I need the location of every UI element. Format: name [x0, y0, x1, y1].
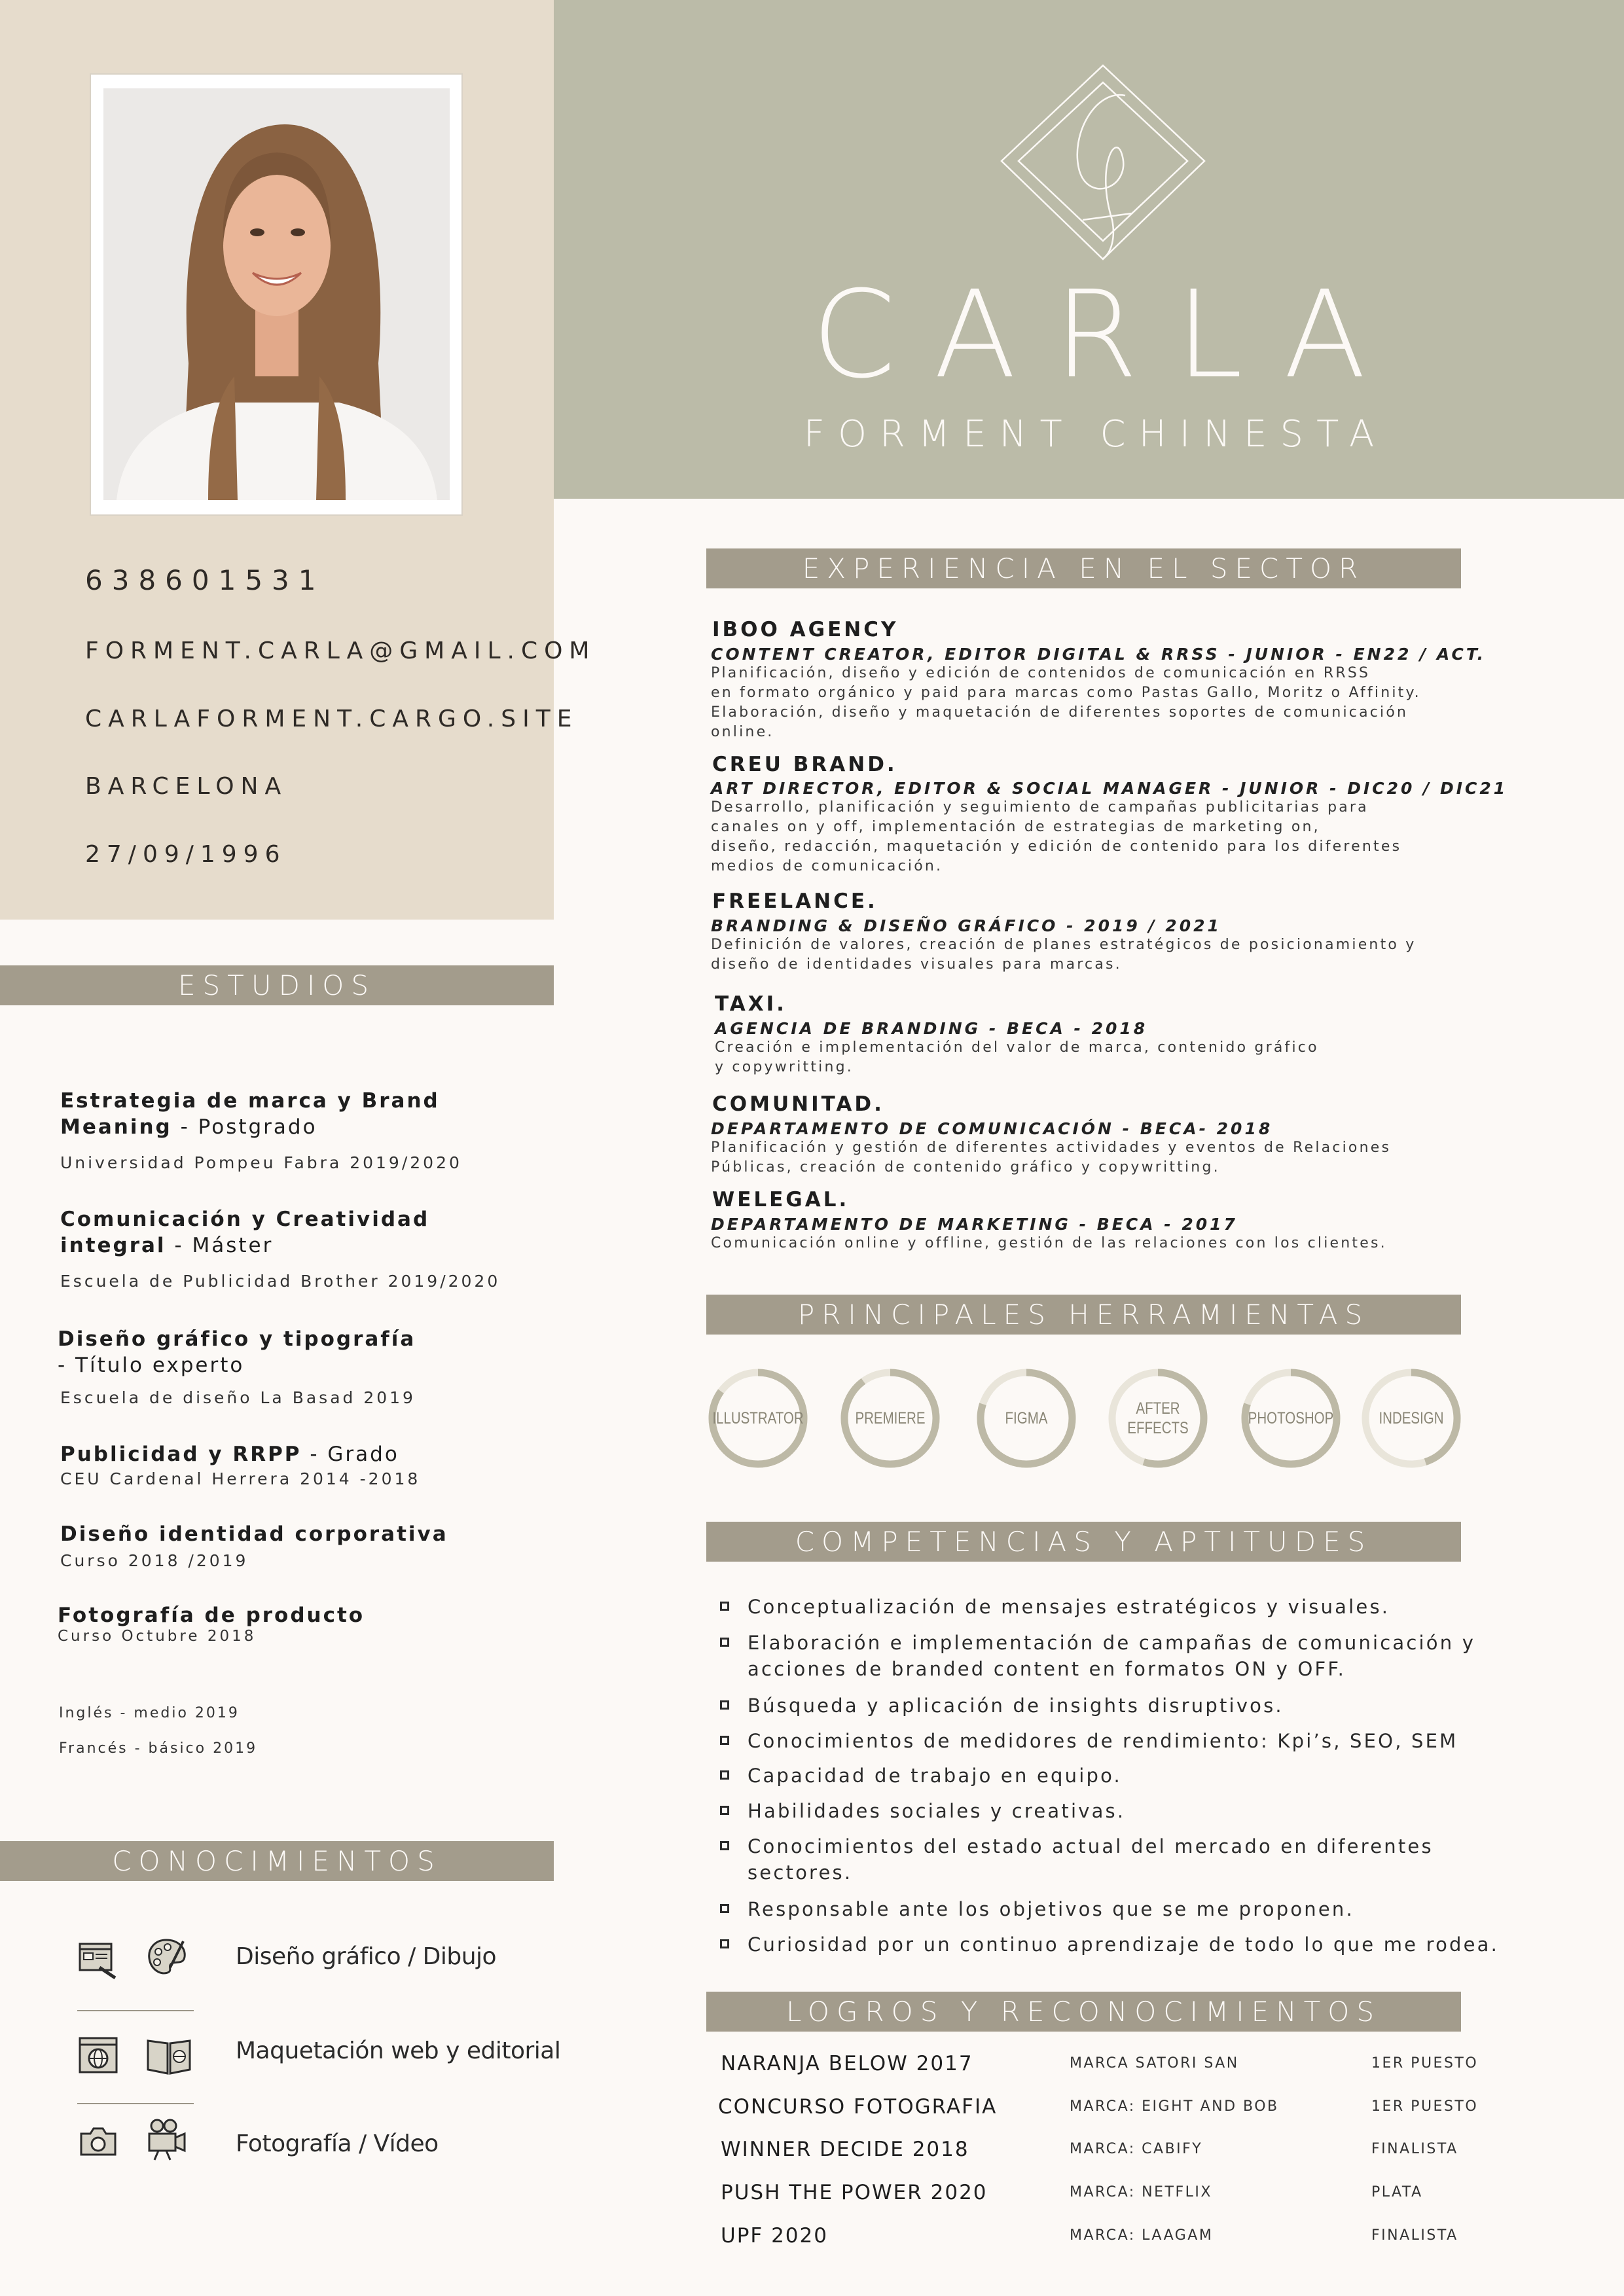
contact-phone: 638601531 [85, 564, 325, 596]
study-title: Diseño identidad corporativa [60, 1522, 448, 1546]
achievement-brand: MARCA: NETFLIX [1070, 2184, 1212, 2200]
study-title: Comunicación y Creatividad integral - Máster [60, 1208, 430, 1257]
divider [77, 2103, 194, 2104]
study-title: Publicidad y RRPP - Grado [60, 1443, 399, 1466]
knowledge-label: Maquetación web y editorial [236, 2037, 561, 2064]
tool-name: AFTER EFFECTS [1127, 1399, 1189, 1437]
job-role: CONTENT CREATOR, EDITOR DIGITAL & RRSS - JUNIOR - EN22 / ACT. [711, 645, 1487, 664]
achievement-brand: MARCA: EIGHT AND BOB [1070, 2098, 1279, 2115]
achievement-result: FINALISTA [1371, 2141, 1458, 2157]
tool-name: PREMIERE [855, 1409, 926, 1427]
bullet-box-icon [720, 1806, 729, 1815]
job-role: AGENCIA DE BRANDING - BECA - 2018 [715, 1019, 1148, 1038]
achievement-result: FINALISTA [1371, 2227, 1458, 2244]
tool-skill-ring [838, 1366, 943, 1471]
section-header-experience: EXPERIENCIA EN EL SECTOR [706, 548, 1461, 588]
bullet-box-icon [720, 1602, 729, 1611]
study-school: CEU Cardenal Herrera 2014 -2018 [60, 1469, 421, 1488]
tool-name: INDESIGN [1379, 1409, 1444, 1427]
section-header-studies: ESTUDIOS [0, 965, 554, 1005]
study-school: Curso Octubre 2018 [58, 1628, 257, 1645]
knowledge-label: Fotografía / Vídeo [236, 2130, 439, 2157]
portrait-illustration [103, 88, 450, 500]
tool-name: ILLUSTRATOR [712, 1409, 804, 1427]
job-company: IBOO AGENCY [712, 618, 899, 641]
job-company: CREU BRAND. [712, 753, 897, 776]
study-title: Diseño gráfico y tipografía - Título experto [58, 1327, 416, 1377]
job-description: Definición de valores, creación de planes estratégicos de posicionamiento y diseño de identidades visuales para marcas. [711, 937, 1416, 973]
skill-item: Elaboración e implementación de campañas de comunicación y acciones de branded content en formatos ON y OFF. [721, 1630, 1475, 1682]
tool-skill-ring [1106, 1366, 1210, 1471]
skill-item: Conceptualización de mensajes estratégicos y visuales. [721, 1594, 1390, 1620]
job-description: Planificación y gestión de diferentes actividades y eventos de Relaciones Públicas, creación de contenido gráfico y copywritting. [711, 1139, 1392, 1175]
achievement-name: WINNER DECIDE 2018 [721, 2138, 969, 2161]
achievement-brand: MARCA SATORI SAN [1070, 2055, 1239, 2072]
monogram-logo [998, 63, 1208, 267]
bullet-box-icon [720, 1700, 729, 1710]
skill-item: Curiosidad por un continuo aprendizaje de todo lo que me rodea. [721, 1931, 1499, 1958]
bullet-box-icon [720, 1904, 729, 1913]
job-role: BRANDING & DISEÑO GRÁFICO - 2019 / 2021 [711, 916, 1221, 935]
study-school: Escuela de diseño La Basad 2019 [60, 1388, 416, 1407]
job-company: WELEGAL. [712, 1188, 850, 1211]
job-description: Desarrollo, planificación y seguimiento de campañas publicitarias para canales on y off, implementación de estrategias de marketing on, diseño, redacción, maquetación y edición de contenido para los diferentes medios de comunicación. [711, 799, 1402, 874]
bullet-box-icon [720, 1736, 729, 1745]
achievement-name: UPF 2020 [721, 2224, 828, 2248]
profile-photo-frame [90, 73, 463, 516]
job-company: TAXI. [715, 992, 787, 1016]
language-item: Francés - básico 2019 [59, 1740, 258, 1757]
tool-skill-ring [706, 1366, 810, 1471]
contact-website: CARLAFORMENT.CARGO.SITE [85, 706, 579, 732]
job-role: DEPARTAMENTO DE COMUNICACIÓN - BECA- 2018 [711, 1119, 1273, 1138]
tool-skill-ring [1238, 1366, 1343, 1471]
tool-name: PHOTOSHOP [1248, 1409, 1334, 1427]
knowledge-label: Diseño gráfico / Dibujo [236, 1943, 497, 1970]
bullet-box-icon [720, 1638, 729, 1647]
tool-skill-ring [1359, 1366, 1464, 1471]
skill-item: Conocimientos de medidores de rendimiento: Kpi’s, SEO, SEM [721, 1728, 1458, 1754]
web-design-icon [77, 1939, 119, 1981]
last-name: FORMENT CHINESTA [803, 413, 1388, 456]
contact-city: BARCELONA [85, 773, 288, 800]
job-description: Creación e implementación del valor de marca, contenido gráfico y copywritting. [715, 1039, 1319, 1075]
achievement-brand: MARCA: CABIFY [1070, 2141, 1203, 2157]
skill-item: Conocimientos del estado actual del mercado en diferentes sectores. [721, 1833, 1434, 1886]
section-header-tools: PRINCIPALES HERRAMIENTAS [706, 1295, 1461, 1335]
job-role: ART DIRECTOR, EDITOR & SOCIAL MANAGER - JUNIOR - DIC20 / DIC21 [711, 779, 1508, 798]
bullet-box-icon [720, 1770, 729, 1780]
skill-item: Responsable ante los objetivos que se me proponen. [721, 1896, 1354, 1922]
section-header-knowledge: CONOCIMIENTOS [0, 1841, 554, 1881]
first-name: CARLA [812, 265, 1404, 405]
achievement-name: NARANJA BELOW 2017 [721, 2052, 973, 2075]
skill-item: Habilidades sociales y creativas. [721, 1798, 1125, 1824]
achievement-name: PUSH THE POWER 2020 [721, 2181, 988, 2204]
profile-photo [103, 88, 450, 500]
tool-name: FIGMA [1005, 1409, 1048, 1427]
job-company: FREELANCE. [712, 889, 878, 913]
study-school: Curso 2018 /2019 [60, 1551, 249, 1570]
achievement-result: 1ER PUESTO [1371, 2055, 1479, 2072]
video-camera-icon [145, 2118, 187, 2161]
section-header-achievements: LOGROS Y RECONOCIMIENTOS [706, 1992, 1461, 2032]
achievement-result: 1ER PUESTO [1371, 2098, 1479, 2115]
contact-email: FORMENT.CARLA@GMAIL.COM [85, 637, 596, 664]
camera-icon [77, 2125, 119, 2159]
job-description: Comunicación online y offline, gestión de las relaciones con los clientes. [711, 1235, 1387, 1251]
contact-birthdate: 27/09/1996 [85, 841, 287, 868]
open-book-icon [145, 2034, 192, 2076]
bullet-box-icon [720, 1939, 729, 1948]
job-role: DEPARTAMENTO DE MARKETING - BECA - 2017 [711, 1215, 1238, 1234]
palette-icon [145, 1936, 187, 1978]
study-school: Universidad Pompeu Fabra 2019/2020 [60, 1153, 462, 1172]
skill-item: Capacidad de trabajo en equipo. [721, 1763, 1122, 1789]
study-school: Escuela de Publicidad Brother 2019/2020 [60, 1272, 501, 1291]
tool-skill-ring [974, 1366, 1079, 1471]
study-title: Estrategia de marca y Brand Meaning - Postgrado [60, 1089, 440, 1139]
bullet-box-icon [720, 1841, 729, 1850]
achievement-name: CONCURSO FOTOGRAFIA [718, 2095, 998, 2119]
job-company: COMUNITAD. [712, 1092, 884, 1116]
divider [77, 2010, 194, 2011]
section-header-skills: COMPETENCIAS Y APTITUDES [706, 1522, 1461, 1562]
achievement-result: PLATA [1371, 2184, 1423, 2200]
language-item: Inglés - medio 2019 [59, 1705, 240, 1721]
job-description: Planificación, diseño y edición de contenidos de comunicación en RRSS en formato orgánico y paid para marcas como Pastas Gallo, Moritz o Affinity. Elaboración, diseño y maquetación de diferentes soportes de comunicación online. [711, 665, 1421, 740]
study-title: Fotografía de producto [58, 1604, 365, 1627]
achievement-brand: MARCA: LAAGAM [1070, 2227, 1214, 2244]
web-browser-icon [77, 2034, 119, 2076]
skill-item: Búsqueda y aplicación de insights disruptivos. [721, 1693, 1284, 1719]
